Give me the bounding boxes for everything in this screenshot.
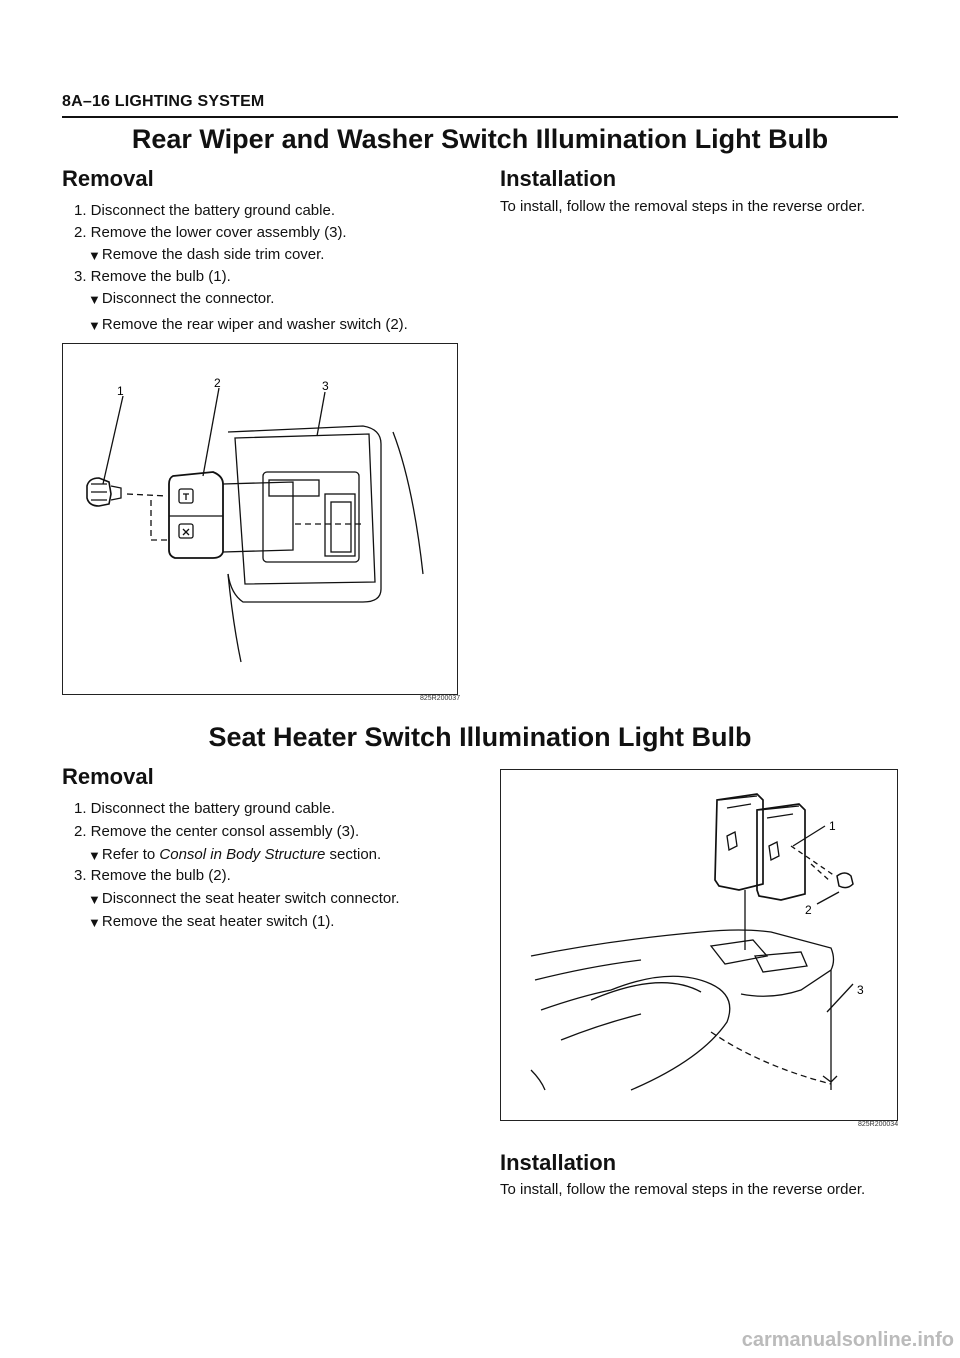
s1-step-1: 1. Disconnect the battery ground cable. [74, 202, 335, 219]
bullet-triangle-icon: ▼ [88, 892, 101, 907]
callout-2: 2 [214, 376, 221, 390]
s2-step-1: 1. Disconnect the battery ground cable. [74, 800, 335, 817]
bullet-triangle-icon: ▼ [88, 292, 101, 307]
callout-3: 3 [322, 379, 329, 393]
section1-removal-heading: Removal [62, 166, 154, 191]
figure-rear-wiper-switch [62, 343, 458, 695]
seat-heater-switch-illustration [501, 770, 897, 1120]
figure2-code: 825R200034 [858, 1121, 899, 1128]
bullet-triangle-icon: ▼ [88, 248, 101, 263]
section2-installation-heading: Installation [500, 1150, 617, 1175]
bullet-triangle-icon: ▼ [88, 848, 101, 863]
s1-step-3: 3. Remove the bulb (1). [74, 268, 231, 285]
s1-substep-2: ▼Disconnect the connector. [88, 290, 275, 307]
reference-link: Consol in Body Structure [159, 846, 326, 863]
s1-substep-1: ▼Remove the dash side trim cover. [88, 246, 325, 263]
section1-title: Rear Wiper and Washer Switch Illumination Light Bulb [131, 124, 829, 154]
bullet-triangle-icon: ▼ [88, 318, 101, 333]
s2-step-3: 3. Remove the bulb (2). [74, 867, 231, 884]
s2-substep-1: ▼Refer to Consol in Body Structure section. [88, 846, 382, 863]
section2-title: Seat Heater Switch Illumination Light Bulb [208, 722, 752, 752]
header-rule [62, 116, 898, 118]
bullet-triangle-icon: ▼ [88, 915, 101, 930]
rear-wiper-switch-illustration [63, 344, 457, 694]
callout-1: 1 [117, 384, 124, 398]
section1-installation-heading: Installation [500, 166, 617, 191]
figure1-code: 825R200037 [420, 695, 461, 702]
page-header: 8A–16 LIGHTING SYSTEM [62, 93, 265, 110]
callout-2: 2 [805, 903, 812, 917]
s1-substep-3: ▼Remove the rear wiper and washer switch (2). [88, 316, 408, 333]
s1-step-2: 2. Remove the lower cover assembly (3). [74, 224, 347, 241]
section2-installation-text: To install, follow the removal steps in the reverse order. [500, 1181, 866, 1198]
s2-step-2: 2. Remove the center consol assembly (3). [74, 823, 360, 840]
watermark: carmanualsonline.info [741, 1329, 954, 1351]
callout-1: 1 [829, 819, 836, 833]
s2-substep-3: ▼Remove the seat heater switch (1). [88, 913, 335, 930]
section1-installation-text: To install, follow the removal steps in the reverse order. [500, 198, 866, 215]
callout-3: 3 [857, 983, 864, 997]
s2-substep-2: ▼Disconnect the seat heater switch connector. [88, 890, 400, 907]
section2-removal-heading: Removal [62, 764, 154, 789]
figure-seat-heater-switch [500, 769, 898, 1121]
